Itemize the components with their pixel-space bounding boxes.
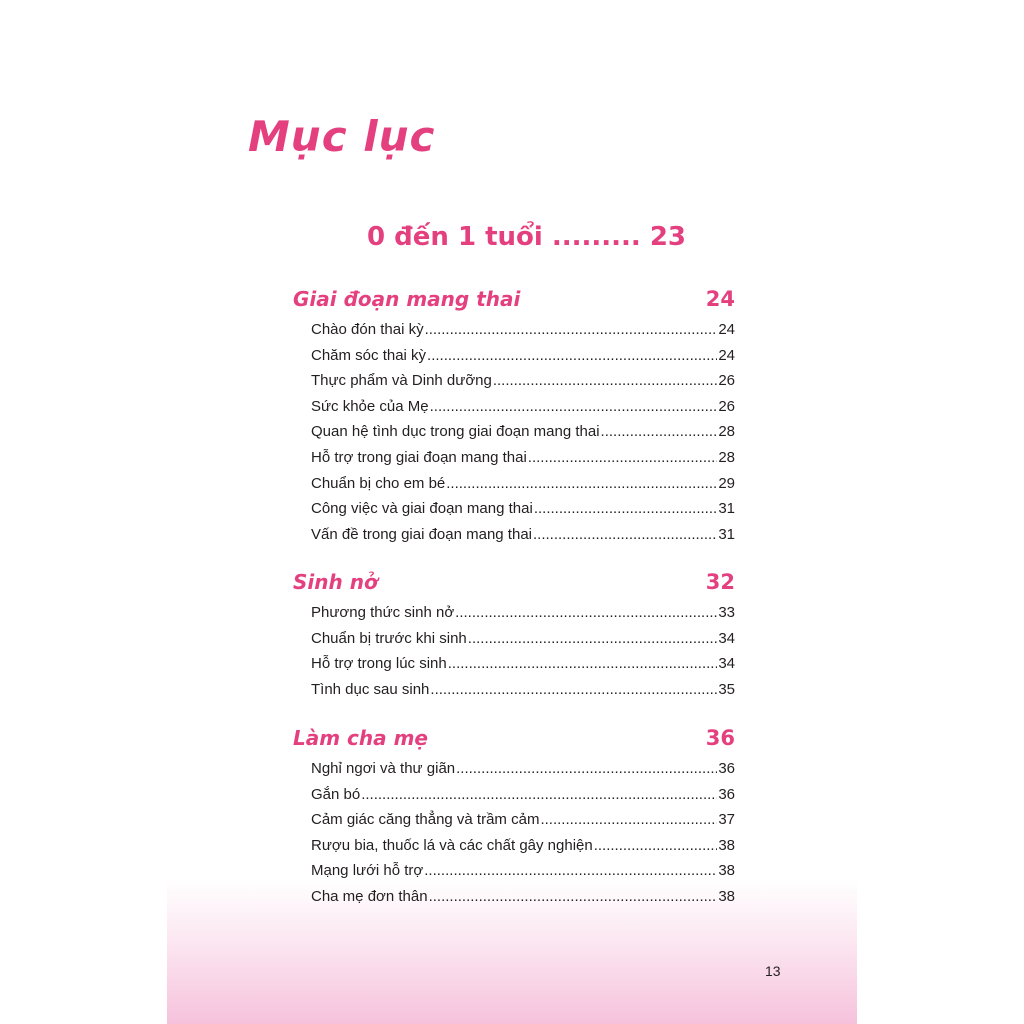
section-page: 36	[705, 726, 735, 750]
entry-page: 24	[718, 346, 735, 364]
toc-entry[interactable]	[311, 321, 735, 347]
entry-page: 36	[718, 785, 735, 803]
entry-label: Vấn đề trong giai đoạn mang thai	[311, 525, 532, 543]
entry-label: Chào đón thai kỳ	[311, 321, 424, 338]
toc-entry[interactable]	[311, 837, 735, 863]
part-label: 0 đến 1 tuổi	[367, 222, 543, 252]
entry-label: Chăm sóc thai kỳ	[311, 346, 427, 364]
toc-entry[interactable]	[311, 475, 735, 501]
entry-page: 35	[718, 680, 735, 698]
entry-list	[311, 604, 735, 706]
toc-entry[interactable]	[311, 604, 735, 630]
entry-label: Chuẩn bị trước khi sinh	[311, 629, 467, 647]
section-parenting	[293, 726, 735, 914]
dot-leader	[594, 837, 718, 854]
entry-label: Gắn bó	[311, 785, 361, 803]
section-header	[293, 570, 735, 604]
toc-entry[interactable]	[311, 888, 735, 914]
dot-leader	[424, 862, 717, 879]
entry-page: 28	[718, 448, 735, 466]
dot-leader	[446, 475, 717, 492]
entry-label: Cha mẹ đơn thân	[311, 887, 428, 905]
entry-page: 26	[718, 372, 735, 390]
dot-leader	[493, 372, 717, 389]
toc-entry[interactable]	[311, 347, 735, 373]
entry-label: Chuẩn bị cho em bé	[311, 474, 446, 492]
toc-entry[interactable]	[311, 681, 735, 707]
dot-leader	[456, 760, 717, 777]
toc-entry[interactable]	[311, 526, 735, 552]
toc-entry[interactable]	[311, 449, 735, 475]
entry-label: Rượu bia, thuốc lá và các chất gây nghiện	[311, 836, 593, 854]
dot-leader	[361, 786, 717, 803]
toc-entry[interactable]	[311, 811, 735, 837]
entry-label: Cảm giác căng thẳng và trầm cảm	[311, 811, 540, 829]
entry-label: Thực phẩm và Dinh dưỡng	[311, 372, 492, 390]
entry-list	[311, 760, 735, 914]
toc-entry[interactable]	[311, 398, 735, 424]
entry-page: 29	[718, 474, 735, 492]
entry-label: Hỗ trợ trong giai đoạn mang thai	[311, 448, 527, 466]
part-page: 23	[649, 222, 687, 252]
entry-label: Quan hệ tình dục trong giai đoạn mang thai	[311, 423, 600, 441]
dot-leader	[429, 888, 718, 905]
dot-leader	[427, 347, 717, 364]
part-heading	[367, 222, 687, 252]
toc-entry[interactable]	[311, 500, 735, 526]
entry-page: 38	[718, 862, 735, 880]
dot-leader	[601, 423, 718, 440]
dot-leader	[430, 681, 717, 698]
entry-page: 26	[718, 397, 735, 415]
toc-entry[interactable]	[311, 423, 735, 449]
toc-entry[interactable]	[311, 760, 735, 786]
section-header	[293, 726, 735, 760]
toc-entry[interactable]	[311, 630, 735, 656]
toc-entry[interactable]	[311, 786, 735, 812]
section-childbirth	[293, 570, 735, 706]
section-title: Làm cha mẹ	[293, 726, 428, 750]
dot-leader	[430, 398, 718, 415]
section-title: Giai đoạn mang thai	[293, 287, 521, 311]
dot-leader	[448, 655, 718, 672]
entry-label: Sức khỏe của Mẹ	[311, 397, 429, 415]
entry-page: 38	[718, 887, 735, 905]
toc-entry[interactable]	[311, 372, 735, 398]
entry-label: Phương thức sinh nở	[311, 604, 455, 621]
entry-page: 33	[718, 604, 735, 621]
dot-leader	[468, 630, 718, 647]
toc-entry[interactable]	[311, 862, 735, 888]
entry-list	[311, 321, 735, 551]
dot-leader	[540, 811, 717, 828]
section-title: Sinh nở	[293, 570, 378, 594]
toc-entry[interactable]	[311, 655, 735, 681]
entry-page: 28	[718, 423, 735, 441]
entry-page: 37	[718, 811, 735, 829]
page-number: 13	[765, 963, 781, 979]
dot-leader	[455, 604, 717, 621]
entry-page: 36	[718, 760, 735, 777]
entry-label: Công việc và giai đoạn mang thai	[311, 500, 533, 518]
entry-page: 34	[718, 629, 735, 647]
section-pregnancy	[293, 287, 735, 551]
entry-page: 31	[718, 500, 735, 518]
dot-leader	[534, 500, 718, 517]
entry-page: 31	[718, 525, 735, 543]
dot-leader	[533, 526, 717, 543]
entry-page: 34	[718, 655, 735, 673]
section-header	[293, 287, 735, 321]
section-page: 24	[705, 287, 735, 311]
page-title: Mục lục	[248, 112, 436, 161]
entry-label: Hỗ trợ trong lúc sinh	[311, 655, 447, 673]
dot-leader	[425, 321, 718, 338]
entry-label: Nghỉ ngơi và thư giãn	[311, 760, 456, 777]
entry-label: Mạng lưới hỗ trợ	[311, 862, 424, 880]
dot-leader	[528, 449, 718, 466]
part-leader: .........	[551, 222, 641, 252]
entry-page: 24	[718, 321, 735, 338]
entry-page: 38	[718, 836, 735, 854]
entry-label: Tình dục sau sinh	[311, 680, 430, 698]
section-page: 32	[705, 570, 735, 594]
